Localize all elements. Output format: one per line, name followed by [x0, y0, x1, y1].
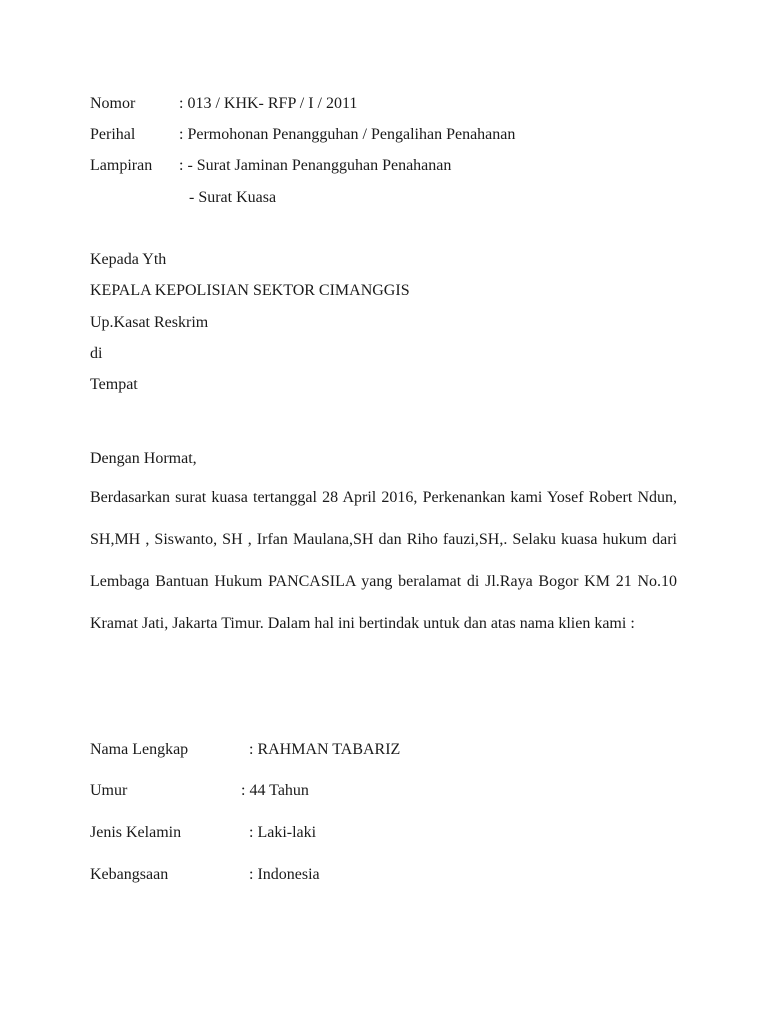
recipient-line-5: Tempat — [90, 376, 138, 393]
nomor-value: : 013 / KHK- RFP / I / 2011 — [179, 95, 358, 112]
lampiran-item-2: - Surat Kuasa — [189, 189, 277, 206]
recipient-line-1: Kepada Yth — [90, 251, 167, 268]
body-paragraph: Berdasarkan surat kuasa tertanggal 28 April 2016, Perkenankan kami Yosef Robert Ndun, SH,MH , Siswanto, SH , Irfan Maulana,SH dan Riho fauzi,SH,. Selaku kuasa hukum dari Lembaga Bantuan Hukum PANCASILA yang beralamat di Jl.Raya Bogor KM 21 No.10 Kramat Jati, Jakarta Timur. Dalam hal ini bertindak untuk dan atas nama klien kami : — [90, 489, 677, 632]
perihal-label: Perihal — [90, 126, 136, 143]
umur-label: Umur — [90, 782, 128, 799]
nama-value: : RAHMAN TABARIZ — [249, 741, 401, 758]
recipient-line-3: Up.Kasat Reskrim — [90, 314, 209, 331]
recipient-line-4: di — [90, 345, 103, 362]
umur-value: : 44 Tahun — [241, 782, 309, 799]
nomor-label: Nomor — [90, 95, 136, 112]
perihal-value: : Permohonan Penangguhan / Pengalihan Penahanan — [179, 126, 516, 143]
kebangsaan-value: : Indonesia — [249, 866, 320, 883]
nama-label: Nama Lengkap — [90, 741, 189, 758]
greeting: Dengan Hormat, — [90, 450, 197, 467]
jenis-kelamin-value: : Laki-laki — [249, 824, 317, 841]
jenis-kelamin-label: Jenis Kelamin — [90, 824, 182, 841]
recipient-line-2: KEPALA KEPOLISIAN SEKTOR CIMANGGIS — [90, 282, 410, 299]
lampiran-label: Lampiran — [90, 157, 153, 174]
lampiran-item-1: : - Surat Jaminan Penangguhan Penahanan — [179, 157, 452, 174]
kebangsaan-label: Kebangsaan — [90, 866, 169, 883]
